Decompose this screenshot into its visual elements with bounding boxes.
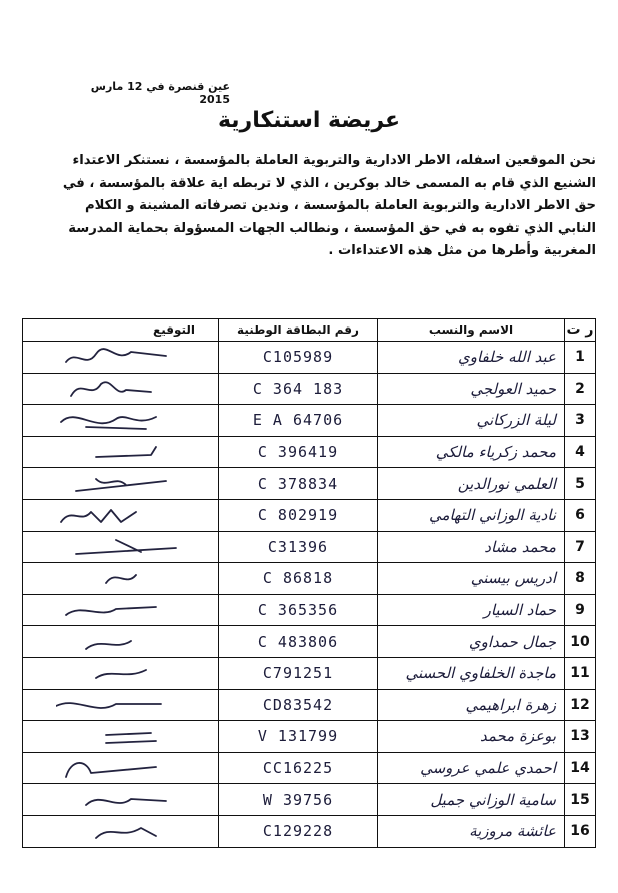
row-number: 4 (565, 436, 596, 468)
row-id-number: C 364 183 (219, 373, 378, 405)
petition-title: عريضة استنكارية (217, 108, 401, 133)
row-id-number: C 802919 (219, 499, 378, 531)
row-signature (23, 752, 219, 784)
signature-scribble (56, 565, 186, 591)
row-signature (23, 815, 219, 847)
table-row (23, 815, 596, 847)
row-signature (23, 468, 219, 500)
row-signature (23, 499, 219, 531)
row-signature (23, 373, 219, 405)
petition-line: حق الاطر الادارية والتربوية العاملة بالمؤسسة ، وندين تصرفاته المشينة و الكلام (84, 198, 596, 213)
petition-line: الشنيع الذي قام به المسمى خالد بوكرين ، الذي لا تربطه اية علاقة بالمؤسسة ، في (62, 175, 596, 191)
petition-line: المغربية وأطرها من مثل هذه الاعتداءات . (328, 243, 596, 258)
row-signature (23, 626, 219, 658)
signature-scribble (56, 344, 186, 370)
row-id-number: C 86818 (219, 563, 378, 595)
table-row (23, 499, 596, 531)
row-name: ماجدة الخلفاوي الحسني (378, 657, 565, 689)
table-row (23, 626, 596, 658)
row-name: زهرة ابراهيمي (378, 689, 565, 721)
row-signature (23, 689, 219, 721)
signature-scribble (56, 660, 186, 686)
table-row (23, 784, 596, 816)
table-row (23, 563, 596, 595)
row-name: احمدي علمي عروسي (378, 752, 565, 784)
row-signature (23, 784, 219, 816)
row-name: عبد الله خلفاوي (378, 342, 565, 374)
row-signature (23, 405, 219, 437)
row-name: حماد السيار (378, 594, 565, 626)
signature-scribble (56, 534, 186, 560)
row-name: محمد مشاد (378, 531, 565, 563)
header-num: ر ت (565, 319, 596, 342)
signature-scribble (56, 755, 186, 781)
row-name: عائشة مروزية (378, 815, 565, 847)
row-id-number: V 131799 (219, 721, 378, 753)
row-number: 2 (565, 373, 596, 405)
row-number: 16 (565, 815, 596, 847)
date-line: عين قنصرة في 12 مارس 2015 (90, 80, 230, 106)
row-name: نادية الوزاني التهامي (378, 499, 565, 531)
row-number: 11 (565, 657, 596, 689)
table-row (23, 752, 596, 784)
row-name: جمال حمداوي (378, 626, 565, 658)
row-number: 14 (565, 752, 596, 784)
row-number: 5 (565, 468, 596, 500)
signature-scribble (56, 597, 186, 623)
row-signature (23, 563, 219, 595)
signature-scribble (56, 818, 186, 844)
row-number: 15 (565, 784, 596, 816)
signatures-table (22, 318, 596, 848)
signature-scribble (56, 723, 186, 749)
row-number: 8 (565, 563, 596, 595)
signature-scribble (56, 471, 186, 497)
row-signature (23, 342, 219, 374)
row-signature (23, 657, 219, 689)
petition-text (21, 150, 596, 263)
table-row (23, 657, 596, 689)
table-header-row (23, 319, 596, 342)
header-name: الاسم والنسب (378, 319, 565, 342)
table-row (23, 689, 596, 721)
row-id-number: C129228 (219, 815, 378, 847)
row-name: ادريس بيسني (378, 563, 565, 595)
table-row (23, 721, 596, 753)
table-row (23, 531, 596, 563)
row-number: 12 (565, 689, 596, 721)
row-number: 7 (565, 531, 596, 563)
table-row (23, 468, 596, 500)
signature-scribble (56, 629, 186, 655)
signature-scribble (56, 376, 186, 402)
signature-scribble (56, 439, 186, 465)
row-id-number: E A 64706 (219, 405, 378, 437)
row-name: ليلة الزركاني (378, 405, 565, 437)
table-row (23, 405, 596, 437)
row-name: محمد زكرياء مالكي (378, 436, 565, 468)
row-id-number: C 378834 (219, 468, 378, 500)
row-id-number: C 483806 (219, 626, 378, 658)
row-id-number: W 39756 (219, 784, 378, 816)
row-signature (23, 721, 219, 753)
signature-scribble (56, 407, 186, 433)
row-id-number: C31396 (219, 531, 378, 563)
row-id-number: C 365356 (219, 594, 378, 626)
row-name: حميد العولجي (378, 373, 565, 405)
row-id-number: C 396419 (219, 436, 378, 468)
row-signature (23, 594, 219, 626)
row-signature (23, 531, 219, 563)
header-id: رقم البطاقة الوطنية (219, 319, 378, 342)
table-row (23, 594, 596, 626)
row-number: 6 (565, 499, 596, 531)
row-id-number: CD83542 (219, 689, 378, 721)
table-row (23, 436, 596, 468)
row-id-number: C791251 (219, 657, 378, 689)
row-number: 9 (565, 594, 596, 626)
row-name: العلمي نورالدين (378, 468, 565, 500)
petition-line: النابي الذي تفوه به في حق المؤسسة ، ونطالب الجهات المسؤولة بحماية المدرسة (68, 220, 596, 236)
row-signature (23, 436, 219, 468)
petition-line: نحن الموقعين اسفله، الاطر الادارية والتربوية العاملة بالمؤسسة ، نستنكر الاعتداء (72, 153, 596, 168)
signature-scribble (56, 502, 186, 528)
row-id-number: C105989 (219, 342, 378, 374)
row-name: سامية الوزاني جميل (378, 784, 565, 816)
row-number: 13 (565, 721, 596, 753)
row-number: 10 (565, 626, 596, 658)
row-name: بوعزة محمد (378, 721, 565, 753)
table-row (23, 373, 596, 405)
header-signature: التوقيع (23, 319, 219, 342)
table-row (23, 342, 596, 374)
row-number: 3 (565, 405, 596, 437)
row-number: 1 (565, 342, 596, 374)
signature-scribble (56, 692, 186, 718)
signature-scribble (56, 787, 186, 813)
row-id-number: CC16225 (219, 752, 378, 784)
